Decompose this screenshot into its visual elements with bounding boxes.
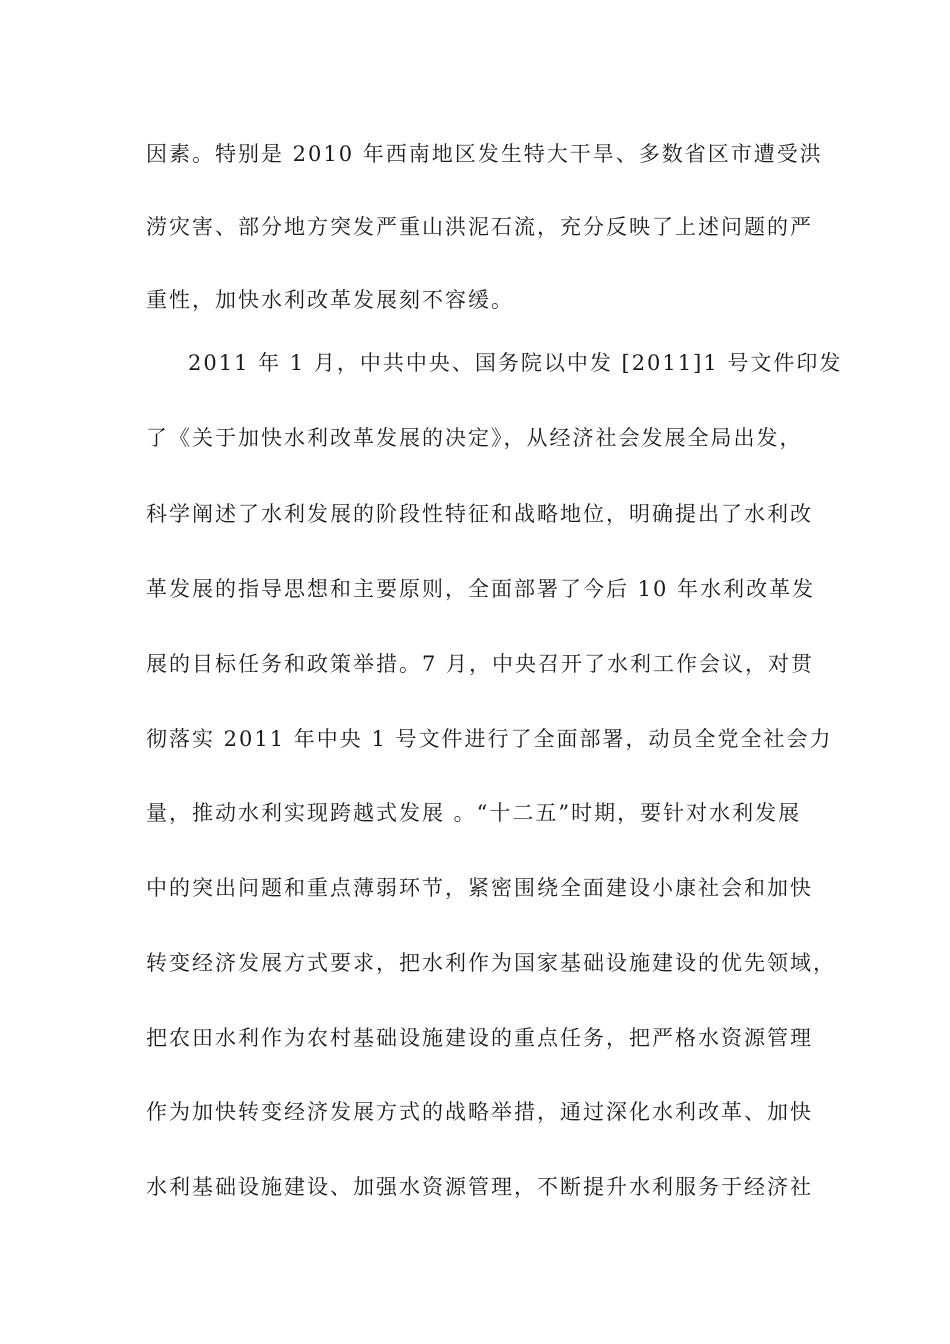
paragraph-line: 了《关于加快水利改革发展的决定》，从经济社会发展全局出发， — [146, 426, 803, 450]
paragraph-line: 展的目标任务和政策举措。7 月，中央召开了水利工作会议，对贯 — [146, 652, 815, 676]
paragraph-line: 转变经济发展方式要求，把水利作为国家基础设施建设的优先领域， — [146, 951, 836, 975]
paragraph-line: 把农田水利作为农村基础设施建设的重点任务，把严格水资源管理 — [146, 1026, 813, 1050]
paragraph-line: 2011 年 1 月，中共中央、国务院以中发 [2011]1 号文件印发 — [188, 351, 843, 375]
paragraph-line: 因素。特别是 2010 年西南地区发生特大干旱、多数省区市遭受洪 — [146, 142, 823, 166]
paragraph-line: 重性，加快水利改革发展刻不容缓。 — [146, 288, 514, 312]
paragraph-line: 作为加快转变经济发展方式的战略举措，通过深化水利改革、加快 — [146, 1100, 813, 1124]
paragraph-line: 彻落实 2011 年中央 1 号文件进行了全面部署，动员全党全社会力 — [146, 727, 833, 751]
paragraph-line: 中的突出问题和重点薄弱环节，紧密围绕全面建设小康社会和加快 — [146, 876, 813, 900]
paragraph-line: 科学阐述了水利发展的阶段性特征和战略地位，明确提出了水利改 — [146, 502, 813, 526]
paragraph-line: 水利基础设施建设、加强水资源管理，不断提升水利服务于经济社 — [146, 1175, 813, 1199]
paragraph-line: 量，推动水利实现跨越式发展 。“十二五”时期，要针对水利发展 — [146, 801, 802, 825]
paragraph-line: 革发展的指导思想和主要原则，全面部署了今后 10 年水利改革发 — [146, 577, 816, 601]
paragraph-line: 涝灾害、部分地方突发严重山洪泥石流，充分反映了上述问题的严 — [146, 215, 813, 239]
